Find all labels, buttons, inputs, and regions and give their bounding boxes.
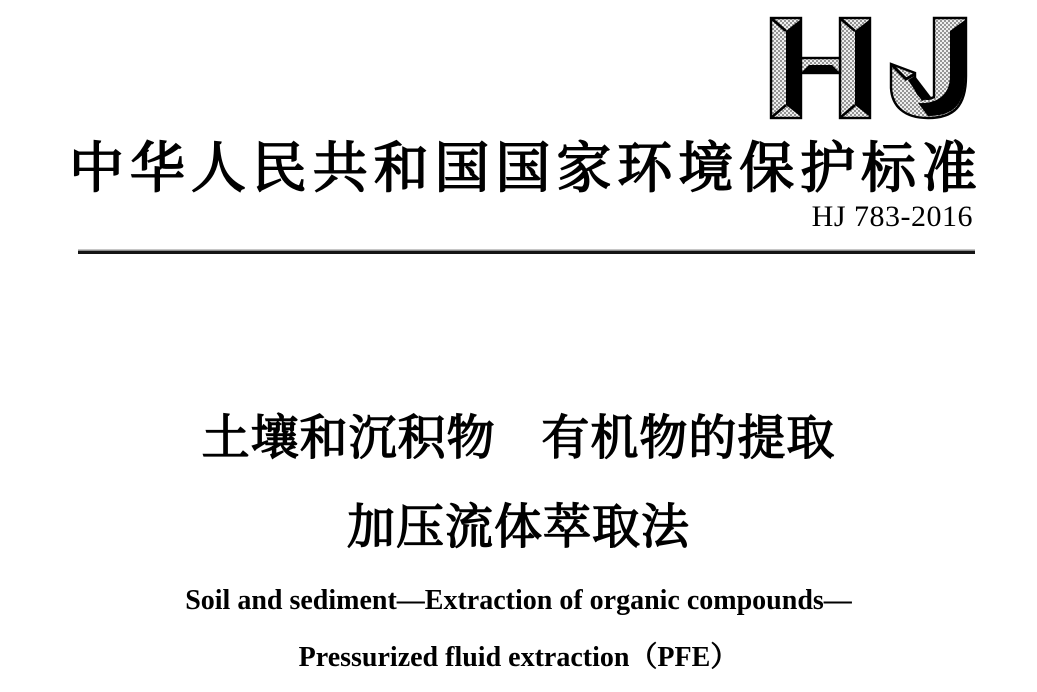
hj-logo <box>768 16 968 120</box>
heading-char: 民 <box>251 138 307 199</box>
heading-char: 标 <box>860 138 916 199</box>
heading-char: 中 <box>69 138 125 199</box>
title-en-line1: Soil and sediment—Extraction of organic compounds— <box>185 585 852 616</box>
title-cn-line2: 加压流体萃取法 <box>346 499 690 555</box>
heading-char: 环 <box>617 138 673 199</box>
heading-char: 境 <box>678 138 734 199</box>
heading-char: 和 <box>373 138 429 199</box>
national-standard-heading <box>69 138 977 199</box>
heading-char: 国 <box>495 138 551 199</box>
heading-char: 准 <box>921 138 977 199</box>
title-en-line2: Pressurized fluid extraction（PFE） <box>298 642 739 673</box>
title-cn-line1: 土壤和沉积物 有机物的提取 <box>201 410 836 466</box>
heading-char: 人 <box>190 138 246 199</box>
hj-logo-graphic <box>768 16 968 120</box>
header-divider-rule <box>78 251 975 254</box>
heading-char: 保 <box>739 138 795 199</box>
heading-char: 国 <box>434 138 490 199</box>
heading-char: 共 <box>312 138 368 199</box>
heading-char: 家 <box>556 138 612 199</box>
heading-char: 华 <box>129 138 185 199</box>
heading-char: 护 <box>800 138 856 199</box>
standard-number: HJ 783-2016 <box>811 200 973 233</box>
